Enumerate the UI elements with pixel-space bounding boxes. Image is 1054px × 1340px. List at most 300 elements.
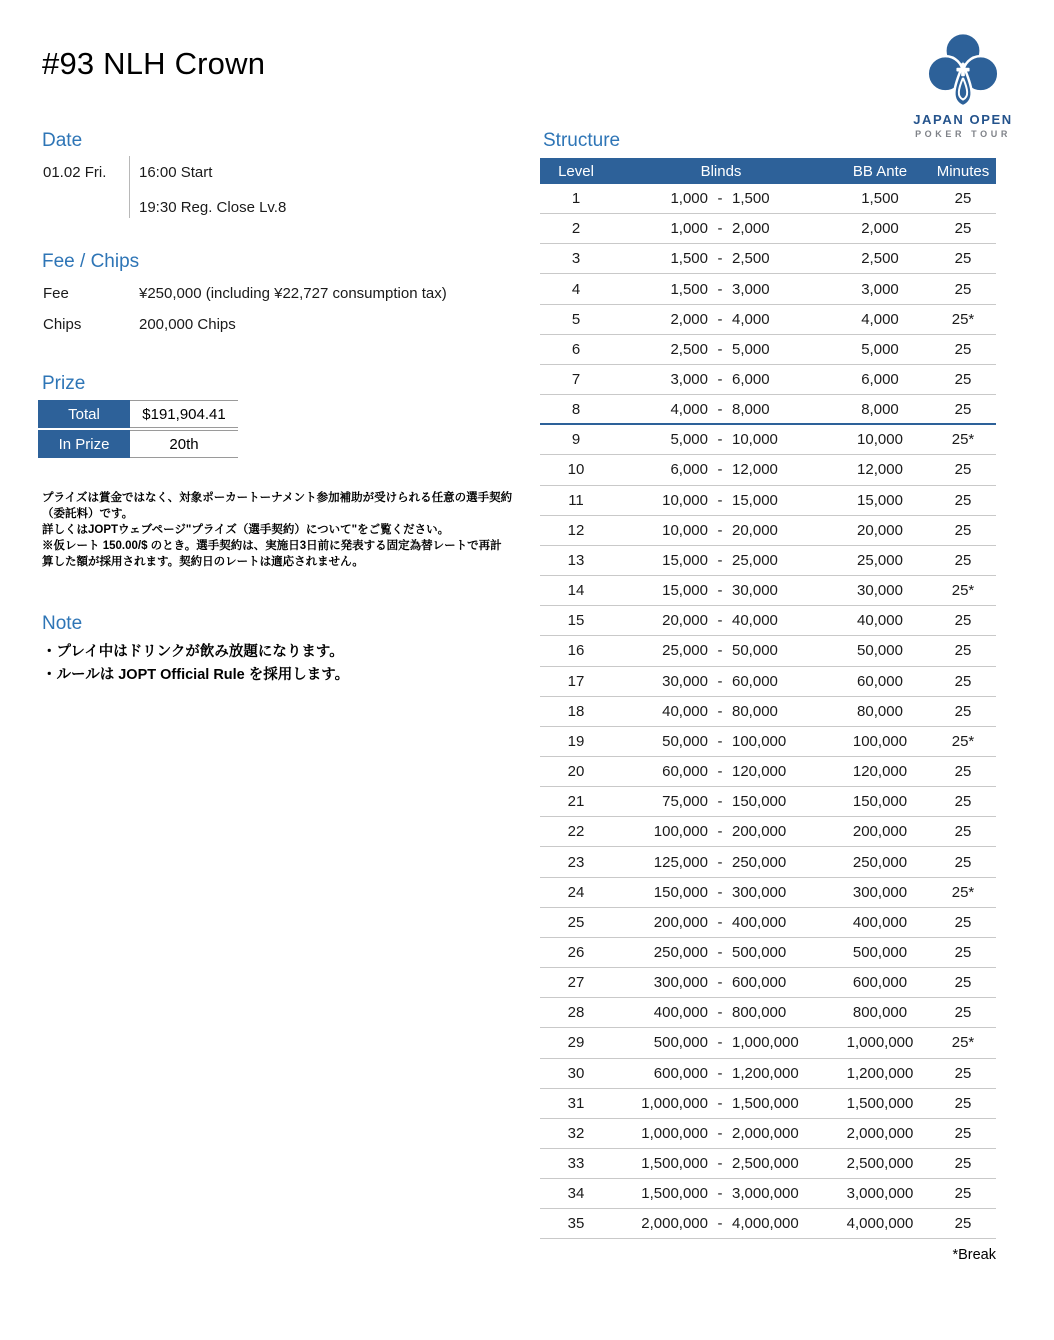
big-blind-value: 300,000 xyxy=(732,883,787,901)
level-cell: 23 xyxy=(567,853,585,871)
jopt-logo xyxy=(905,27,1021,139)
big-blind-value: 2,500 xyxy=(732,250,770,268)
date-value: 01.02 Fri. xyxy=(43,164,107,181)
structure-table-header xyxy=(540,158,996,184)
small-blind-value: 1,000,000 xyxy=(641,1124,708,1142)
minutes-cell: 25* xyxy=(951,732,975,750)
chips-label: Chips xyxy=(43,316,82,333)
minutes-cell: 25 xyxy=(954,491,972,509)
blinds-dash: - xyxy=(717,1155,723,1173)
bb-ante-cell: 800,000 xyxy=(852,1004,908,1022)
minutes-cell: 25 xyxy=(954,943,972,961)
blinds-cell xyxy=(612,1185,830,1202)
bb-ante-cell: 3,000 xyxy=(861,280,899,298)
small-blind-value: 1,500,000 xyxy=(641,1185,708,1203)
minutes-cell: 25 xyxy=(954,220,972,238)
level-cell: 32 xyxy=(567,1124,585,1142)
bb-ante-cell: 120,000 xyxy=(852,763,908,781)
blinds-dash: - xyxy=(717,1064,723,1082)
big-blind-value: 1,500 xyxy=(732,190,770,208)
structure-table-row xyxy=(540,787,996,817)
minutes-cell: 25 xyxy=(954,280,972,298)
level-cell: 34 xyxy=(567,1185,585,1203)
small-blind-value: 15,000 xyxy=(662,582,708,600)
start-time: 16:00 Start xyxy=(139,164,213,181)
minutes-cell: 25 xyxy=(954,672,972,690)
level-cell: 35 xyxy=(567,1215,585,1233)
structure-table-row xyxy=(540,606,996,636)
small-blind-value: 20,000 xyxy=(662,612,708,630)
blinds-dash: - xyxy=(717,400,723,418)
blinds-dash: - xyxy=(717,1094,723,1112)
blinds-dash: - xyxy=(717,190,723,208)
blinds-cell xyxy=(612,401,830,418)
blinds-cell xyxy=(612,793,830,810)
blinds-cell xyxy=(612,974,830,991)
big-blind-value: 1,000,000 xyxy=(732,1034,799,1052)
level-cell: 30 xyxy=(567,1064,585,1082)
level-cell: 22 xyxy=(567,823,585,841)
big-blind-value: 25,000 xyxy=(732,551,778,569)
prize-heading: Prize xyxy=(42,373,86,394)
blinds-cell xyxy=(612,311,830,328)
note-heading: Note xyxy=(42,613,83,634)
level-cell: 17 xyxy=(567,672,585,690)
big-blind-value: 10,000 xyxy=(732,431,778,449)
blinds-cell xyxy=(612,220,830,237)
small-blind-value: 3,000 xyxy=(670,371,708,389)
blinds-dash: - xyxy=(717,1004,723,1022)
small-blind-value: 75,000 xyxy=(662,793,708,811)
structure-table-row xyxy=(540,305,996,335)
blinds-cell xyxy=(612,281,830,298)
blinds-dash: - xyxy=(717,431,723,449)
blinds-dash: - xyxy=(717,582,723,600)
blinds-dash: - xyxy=(717,1215,723,1233)
level-cell: 6 xyxy=(571,340,581,358)
bb-ante-cell: 250,000 xyxy=(852,853,908,871)
level-cell: 15 xyxy=(567,612,585,630)
blinds-cell xyxy=(612,1215,830,1232)
small-blind-value: 25,000 xyxy=(662,642,708,660)
big-blind-value: 500,000 xyxy=(732,943,787,961)
minutes-cell: 25 xyxy=(954,250,972,268)
level-cell: 14 xyxy=(567,582,585,600)
bb-ante-cell: 500,000 xyxy=(852,943,908,961)
big-blind-value: 250,000 xyxy=(732,853,787,871)
minutes-cell: 25* xyxy=(951,582,975,600)
structure-table-row xyxy=(540,395,996,425)
level-cell: 7 xyxy=(571,371,581,389)
fee-chips-heading: Fee / Chips xyxy=(42,251,140,272)
prize-inprize-label: In Prize xyxy=(38,430,130,458)
date-heading: Date xyxy=(42,130,83,151)
blinds-cell xyxy=(612,733,830,750)
big-blind-value: 800,000 xyxy=(732,1004,787,1022)
level-cell: 16 xyxy=(567,642,585,660)
big-blind-value: 2,000 xyxy=(732,220,770,238)
blinds-cell xyxy=(612,522,830,539)
blinds-dash: - xyxy=(717,793,723,811)
big-blind-value: 600,000 xyxy=(732,974,787,992)
minutes-cell: 25 xyxy=(954,1004,972,1022)
small-blind-value: 6,000 xyxy=(670,461,708,479)
level-cell: 20 xyxy=(567,763,585,781)
small-blind-value: 600,000 xyxy=(653,1064,708,1082)
structure-table-row xyxy=(540,244,996,274)
blinds-cell xyxy=(612,703,830,720)
big-blind-value: 15,000 xyxy=(732,491,778,509)
minutes-cell: 25 xyxy=(954,521,972,539)
structure-table-row xyxy=(540,1149,996,1179)
big-blind-value: 3,000,000 xyxy=(732,1185,799,1203)
disclaimer-line: プライズは賞金ではなく、対象ポーカートーナメント参加補助が受けられる任意の選手契約 xyxy=(42,492,513,504)
structure-table-row xyxy=(540,667,996,697)
blinds-cell xyxy=(612,371,830,388)
blinds-dash: - xyxy=(717,250,723,268)
col-header-level: Level xyxy=(558,162,594,180)
minutes-cell: 25 xyxy=(954,1064,972,1082)
level-cell: 9 xyxy=(571,431,581,449)
blinds-cell xyxy=(612,612,830,629)
club-suit-icon xyxy=(922,27,1004,109)
structure-rows xyxy=(540,184,996,1239)
bb-ante-cell: 1,200,000 xyxy=(846,1064,914,1082)
note-item: ・プレイ中はドリンクが飲み放題になります。 xyxy=(42,644,344,660)
level-cell: 11 xyxy=(568,491,584,509)
structure-table-row xyxy=(540,214,996,244)
level-cell: 24 xyxy=(567,883,585,901)
big-blind-value: 80,000 xyxy=(732,702,778,720)
minutes-cell: 25 xyxy=(954,190,972,208)
structure-heading: Structure xyxy=(543,130,621,151)
small-blind-value: 125,000 xyxy=(653,853,708,871)
small-blind-value: 2,500 xyxy=(670,340,708,358)
blinds-dash: - xyxy=(717,551,723,569)
small-blind-value: 2,000,000 xyxy=(641,1215,708,1233)
chips-value: 200,000 Chips xyxy=(139,316,236,333)
level-cell: 8 xyxy=(571,400,581,418)
col-header-blinds: Blinds xyxy=(700,162,742,180)
structure-table-row xyxy=(540,636,996,666)
minutes-cell: 25 xyxy=(954,400,972,418)
blinds-dash: - xyxy=(717,612,723,630)
blinds-dash: - xyxy=(717,220,723,238)
blinds-dash: - xyxy=(717,491,723,509)
date-divider-line xyxy=(129,156,130,218)
big-blind-value: 3,000 xyxy=(732,280,770,298)
bb-ante-cell: 4,000,000 xyxy=(846,1215,914,1233)
big-blind-value: 400,000 xyxy=(732,913,787,931)
col-header-bb-ante: BB Ante xyxy=(852,162,908,180)
level-cell: 13 xyxy=(567,551,585,569)
bb-ante-cell: 2,000 xyxy=(861,220,899,238)
level-cell: 28 xyxy=(567,1004,585,1022)
big-blind-value: 20,000 xyxy=(732,521,778,539)
bb-ante-cell: 20,000 xyxy=(857,521,903,539)
blinds-dash: - xyxy=(717,883,723,901)
prize-total-row xyxy=(38,400,238,428)
structure-table-row xyxy=(540,998,996,1028)
small-blind-value: 40,000 xyxy=(662,702,708,720)
blinds-cell xyxy=(612,1155,830,1172)
reg-close-time: 19:30 Reg. Close Lv.8 xyxy=(139,199,287,216)
blinds-cell xyxy=(612,944,830,961)
level-cell: 1 xyxy=(571,190,581,208)
level-cell: 27 xyxy=(567,974,585,992)
minutes-cell: 25 xyxy=(954,1215,972,1233)
structure-table-row xyxy=(540,425,996,455)
blinds-cell xyxy=(612,823,830,840)
bb-ante-cell: 300,000 xyxy=(852,883,908,901)
minutes-cell: 25 xyxy=(954,461,972,479)
structure-table-row xyxy=(540,1119,996,1149)
minutes-cell: 25 xyxy=(954,763,972,781)
structure-table-row xyxy=(540,486,996,516)
bb-ante-cell: 15,000 xyxy=(857,491,903,509)
small-blind-value: 60,000 xyxy=(662,763,708,781)
big-blind-value: 200,000 xyxy=(732,823,787,841)
blinds-cell xyxy=(612,1065,830,1082)
level-cell: 18 xyxy=(567,702,585,720)
blinds-cell xyxy=(612,1125,830,1142)
blinds-dash: - xyxy=(717,280,723,298)
big-blind-value: 4,000 xyxy=(732,310,770,328)
structure-table-row xyxy=(540,697,996,727)
big-blind-value: 1,500,000 xyxy=(732,1094,799,1112)
small-blind-value: 10,000 xyxy=(662,521,708,539)
bb-ante-cell: 5,000 xyxy=(861,340,899,358)
big-blind-value: 4,000,000 xyxy=(732,1215,799,1233)
big-blind-value: 2,000,000 xyxy=(732,1124,799,1142)
minutes-cell: 25 xyxy=(954,551,972,569)
blinds-dash: - xyxy=(717,943,723,961)
blinds-dash: - xyxy=(717,310,723,328)
blinds-dash: - xyxy=(717,1034,723,1052)
blinds-dash: - xyxy=(717,823,723,841)
prize-inprize-value: 20th xyxy=(130,430,238,458)
blinds-cell xyxy=(612,492,830,509)
bb-ante-cell: 12,000 xyxy=(857,461,903,479)
small-blind-value: 150,000 xyxy=(653,883,708,901)
minutes-cell: 25 xyxy=(954,1155,972,1173)
structure-table-row xyxy=(540,727,996,757)
minutes-cell: 25* xyxy=(951,431,975,449)
small-blind-value: 1,500 xyxy=(670,280,708,298)
small-blind-value: 1,000 xyxy=(670,190,708,208)
bb-ante-cell: 1,000,000 xyxy=(846,1034,914,1052)
bb-ante-cell: 80,000 xyxy=(857,702,903,720)
blinds-dash: - xyxy=(717,853,723,871)
blinds-dash: - xyxy=(717,1124,723,1142)
minutes-cell: 25 xyxy=(954,1124,972,1142)
blinds-cell xyxy=(612,884,830,901)
blinds-dash: - xyxy=(717,702,723,720)
big-blind-value: 60,000 xyxy=(732,672,778,690)
structure-table-row xyxy=(540,847,996,877)
small-blind-value: 1,500 xyxy=(670,250,708,268)
structure-table-row xyxy=(540,938,996,968)
minutes-cell: 25 xyxy=(954,371,972,389)
disclaimer-line: ※仮レート 150.00/$ のとき。選手契約は、実施日3日前に発表する固定為替レートで再計 xyxy=(42,540,502,552)
minutes-cell: 25 xyxy=(954,1094,972,1112)
big-blind-value: 5,000 xyxy=(732,340,770,358)
bb-ante-cell: 30,000 xyxy=(857,582,903,600)
level-cell: 25 xyxy=(567,913,585,931)
structure-table-row xyxy=(540,335,996,365)
structure-table-row xyxy=(540,1059,996,1089)
structure-table-row xyxy=(540,908,996,938)
structure-table-row xyxy=(540,1179,996,1209)
blinds-cell xyxy=(612,642,830,659)
prize-table xyxy=(38,400,238,460)
minutes-cell: 25 xyxy=(954,612,972,630)
fee-value: ¥250,000 (including ¥22,727 consumption tax) xyxy=(139,285,447,302)
structure-table-row xyxy=(540,757,996,787)
blinds-dash: - xyxy=(717,340,723,358)
small-blind-value: 500,000 xyxy=(653,1034,708,1052)
minutes-cell: 25 xyxy=(954,913,972,931)
structure-table-row xyxy=(540,817,996,847)
level-cell: 19 xyxy=(567,732,585,750)
minutes-cell: 25* xyxy=(951,310,975,328)
bb-ante-cell: 8,000 xyxy=(861,400,899,418)
minutes-cell: 25* xyxy=(951,1034,975,1052)
minutes-cell: 25 xyxy=(954,793,972,811)
small-blind-value: 300,000 xyxy=(653,974,708,992)
big-blind-value: 12,000 xyxy=(732,461,778,479)
blinds-dash: - xyxy=(717,763,723,781)
structure-table xyxy=(540,158,996,1239)
logo-text-secondary: POKER TOUR xyxy=(915,129,1011,139)
blinds-dash: - xyxy=(717,672,723,690)
break-footnote: *Break xyxy=(952,1247,996,1263)
blinds-dash: - xyxy=(717,732,723,750)
blinds-cell xyxy=(612,854,830,871)
col-header-minutes: Minutes xyxy=(936,162,990,180)
level-cell: 21 xyxy=(567,793,585,811)
small-blind-value: 15,000 xyxy=(662,551,708,569)
small-blind-value: 2,000 xyxy=(670,310,708,328)
blinds-dash: - xyxy=(717,642,723,660)
minutes-cell: 25 xyxy=(954,642,972,660)
blinds-dash: - xyxy=(717,461,723,479)
small-blind-value: 4,000 xyxy=(670,400,708,418)
small-blind-value: 400,000 xyxy=(653,1004,708,1022)
blinds-cell xyxy=(612,673,830,690)
level-cell: 4 xyxy=(571,280,581,298)
prize-total-label: Total xyxy=(38,400,130,428)
bb-ante-cell: 150,000 xyxy=(852,793,908,811)
bb-ante-cell: 600,000 xyxy=(852,974,908,992)
big-blind-value: 40,000 xyxy=(732,612,778,630)
bb-ante-cell: 2,500 xyxy=(861,250,899,268)
minutes-cell: 25 xyxy=(954,340,972,358)
bb-ante-cell: 1,500 xyxy=(861,190,899,208)
bb-ante-cell: 10,000 xyxy=(857,431,903,449)
structure-table-row xyxy=(540,516,996,546)
level-cell: 12 xyxy=(567,521,585,539)
logo-text-primary: JAPAN OPEN xyxy=(913,112,1013,127)
bb-ante-cell: 400,000 xyxy=(852,913,908,931)
level-cell: 31 xyxy=(567,1094,585,1112)
bb-ante-cell: 200,000 xyxy=(852,823,908,841)
bb-ante-cell: 1,500,000 xyxy=(846,1094,914,1112)
structure-table-row xyxy=(540,878,996,908)
disclaimer-line: 詳しくはJOPTウェブページ"プライズ（選手契約）について"をご覧ください。 xyxy=(42,524,450,536)
structure-table-row xyxy=(540,274,996,304)
blinds-dash: - xyxy=(717,371,723,389)
big-blind-value: 50,000 xyxy=(732,642,778,660)
bb-ante-cell: 2,000,000 xyxy=(846,1124,914,1142)
big-blind-value: 150,000 xyxy=(732,793,787,811)
blinds-cell xyxy=(612,582,830,599)
small-blind-value: 10,000 xyxy=(662,491,708,509)
small-blind-value: 30,000 xyxy=(662,672,708,690)
blinds-cell xyxy=(612,431,830,448)
blinds-cell xyxy=(612,1004,830,1021)
bb-ante-cell: 2,500,000 xyxy=(846,1155,914,1173)
prize-disclaimer xyxy=(42,490,520,570)
minutes-cell: 25 xyxy=(954,853,972,871)
big-blind-value: 1,200,000 xyxy=(732,1064,799,1082)
blinds-cell xyxy=(612,341,830,358)
small-blind-value: 5,000 xyxy=(670,431,708,449)
level-cell: 26 xyxy=(567,943,585,961)
small-blind-value: 200,000 xyxy=(653,913,708,931)
prize-total-value: $191,904.41 xyxy=(130,400,238,428)
level-cell: 33 xyxy=(567,1155,585,1173)
small-blind-value: 1,500,000 xyxy=(641,1155,708,1173)
prize-inprize-row xyxy=(38,430,238,458)
bb-ante-cell: 40,000 xyxy=(857,612,903,630)
small-blind-value: 100,000 xyxy=(653,823,708,841)
small-blind-value: 250,000 xyxy=(653,943,708,961)
structure-table-row xyxy=(540,1028,996,1058)
blinds-dash: - xyxy=(717,1185,723,1203)
blinds-cell xyxy=(612,914,830,931)
minutes-cell: 25 xyxy=(954,974,972,992)
bb-ante-cell: 4,000 xyxy=(861,310,899,328)
bb-ante-cell: 60,000 xyxy=(857,672,903,690)
blinds-cell xyxy=(612,250,830,267)
page-title: #93 NLH Crown xyxy=(42,46,266,81)
structure-table-row xyxy=(540,968,996,998)
bb-ante-cell: 50,000 xyxy=(857,642,903,660)
level-cell: 29 xyxy=(567,1034,585,1052)
blinds-dash: - xyxy=(717,521,723,539)
blinds-cell xyxy=(612,190,830,207)
blinds-cell xyxy=(612,461,830,478)
small-blind-value: 1,000,000 xyxy=(641,1094,708,1112)
note-list xyxy=(42,641,349,686)
blinds-dash: - xyxy=(717,974,723,992)
big-blind-value: 6,000 xyxy=(732,371,770,389)
note-item: ・ルールは JOPT Official Rule を採用します。 xyxy=(42,666,350,683)
disclaimer-line: （委託料）です。 xyxy=(42,508,134,520)
big-blind-value: 120,000 xyxy=(732,763,787,781)
bb-ante-cell: 25,000 xyxy=(857,551,903,569)
structure-table-row xyxy=(540,576,996,606)
blinds-dash: - xyxy=(717,913,723,931)
bb-ante-cell: 6,000 xyxy=(861,371,899,389)
structure-table-row xyxy=(540,1209,996,1239)
structure-table-row xyxy=(540,455,996,485)
blinds-cell xyxy=(612,1034,830,1051)
bb-ante-cell: 100,000 xyxy=(852,732,908,750)
minutes-cell: 25* xyxy=(951,883,975,901)
level-cell: 2 xyxy=(571,220,581,238)
